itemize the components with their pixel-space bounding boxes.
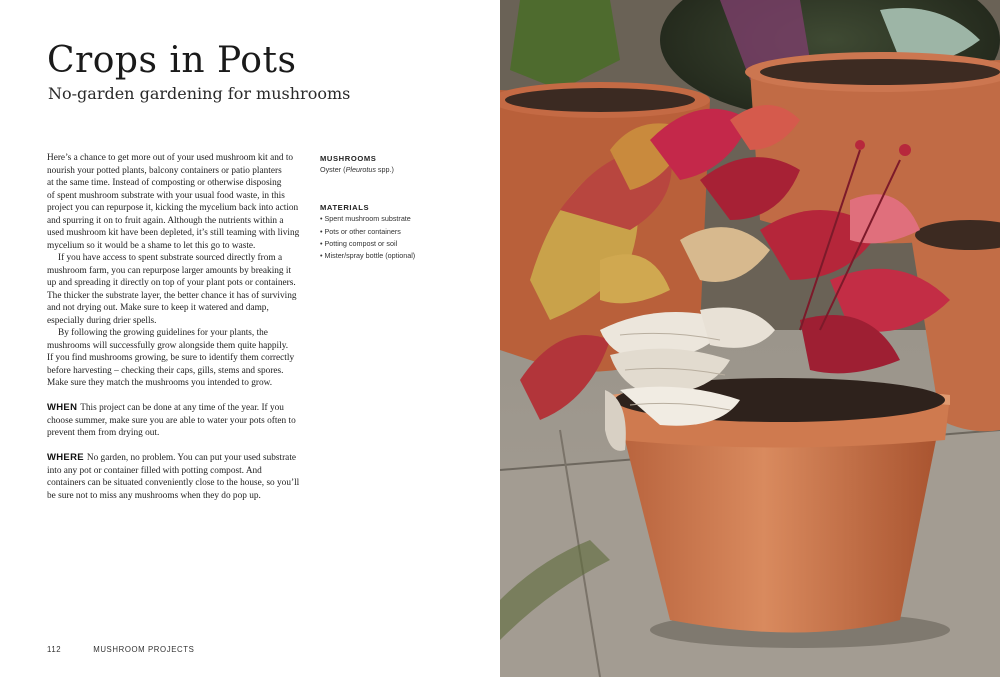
- body-line: especially during drier spells.: [47, 315, 157, 326]
- paragraph-gap: [47, 390, 309, 403]
- body-line: before harvesting – checking their caps, gills, stems and spores.: [47, 365, 284, 376]
- when-label: WHEN: [47, 402, 78, 413]
- page-subtitle: No-garden gardening for mushrooms: [48, 84, 351, 103]
- mushroom-latin: Pleurotus: [345, 165, 376, 174]
- potted-plant-photo: [500, 0, 1000, 677]
- materials-item: • Spent mushroom substrate: [320, 214, 411, 224]
- page-footer: [47, 645, 194, 654]
- materials-item: • Mister/spray bottle (optional): [320, 251, 416, 261]
- body-line: mushroom farm, you can repurpose larger amounts by breaking it: [47, 265, 292, 276]
- materials-item: • Pots or other containers: [320, 226, 401, 236]
- body-line: used mushroom kit have been depleted, it’s still teaming with living: [47, 228, 300, 238]
- body-line: up and spreading it directly on top of your plant pots or containers.: [47, 278, 296, 288]
- body-line: of spent mushroom substrate with your usual food waste, in this: [47, 190, 285, 201]
- body-line: into any pot or container filled with potting compost. And: [47, 465, 262, 476]
- body-line: Make sure they match the mushrooms you intended to grow.: [47, 378, 273, 388]
- body-line: mushrooms will successfully grow alongside them quite happily.: [47, 340, 289, 351]
- paragraph-gap: [47, 440, 309, 453]
- materials-heading: MATERIALS: [320, 203, 370, 213]
- body-line: The thicker the substrate layer, the better chance it has of surviving: [47, 290, 297, 301]
- where-line: [47, 452, 309, 465]
- when-text: This project can be done at any time of the year. If you: [80, 403, 284, 413]
- materials-block: [320, 203, 470, 262]
- body-line: nourish your potted plants, balcony containers or patio planters: [47, 165, 282, 176]
- body-line: Here’s a chance to get more out of your used mushroom kit and to: [47, 153, 294, 163]
- where-label: WHERE: [47, 452, 84, 463]
- body-line: If you have access to spent substrate sourced directly from a: [58, 253, 283, 263]
- page-title: Crops in Pots: [47, 40, 297, 81]
- where-text: No garden, no problem. You can put your used substrate: [86, 453, 297, 463]
- body-line: at the same time. Instead of composting or otherwise disposing: [47, 178, 282, 188]
- body-line: By following the growing guidelines for your plants, the: [58, 328, 268, 338]
- body-line: and not drying out. Make sure to keep it watered and damp,: [47, 303, 269, 313]
- mushroom-suffix: spp.): [375, 165, 394, 174]
- sidebar: [320, 154, 470, 262]
- when-line: [47, 402, 309, 415]
- section-name: MUSHROOM PROJECTS: [93, 645, 195, 654]
- body-line: mycelium so it would be a shame to let this go to waste.: [47, 240, 256, 251]
- body-line: project you can repurpose it, kicking the mycelium back into action: [47, 203, 299, 213]
- body-line: containers can be situated conveniently close to the house, so you’ll: [47, 478, 300, 488]
- mushroom-type: [320, 164, 470, 176]
- body-line: be sure not to miss any mushrooms when they do pop up.: [47, 490, 261, 501]
- materials-item: • Potting compost or soil: [320, 238, 398, 248]
- body-line: If you find mushrooms growing, be sure to identify them correctly: [47, 353, 295, 363]
- mushroom-name: Oyster (: [320, 165, 346, 174]
- body-text: [47, 152, 309, 502]
- body-line: choose summer, make sure you are able to water your pots often to: [47, 415, 296, 426]
- materials-list: [320, 213, 470, 262]
- page-number: 112: [47, 645, 62, 654]
- mushrooms-heading: MUSHROOMS: [320, 154, 377, 163]
- body-line: and spurring it on to fruit again. Although the nutrients within a: [47, 215, 284, 226]
- body-line: prevent them from drying out.: [47, 428, 160, 438]
